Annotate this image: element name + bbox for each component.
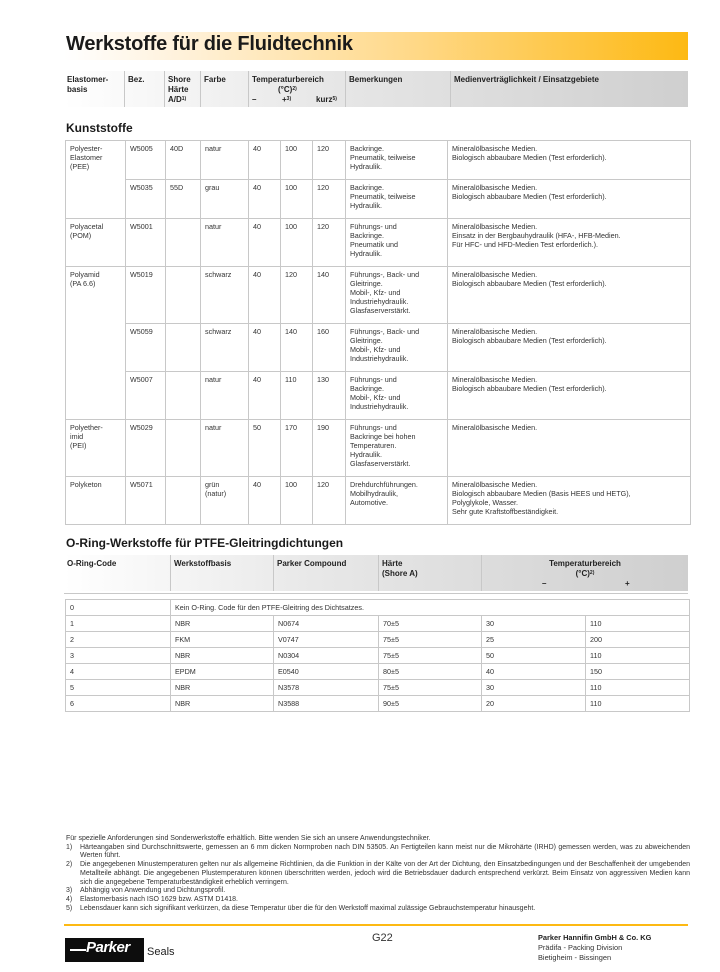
material-temp-max: 100	[281, 180, 313, 219]
oring-row	[66, 680, 690, 696]
oring-row	[66, 664, 690, 680]
oring-code: 0	[66, 600, 171, 616]
oring-min: 25	[482, 632, 586, 648]
material-basis: Polyether- imid (PEI)	[66, 420, 126, 477]
oring-header-temp-plus: +	[625, 579, 630, 588]
oring-haerte: 75±5	[379, 680, 482, 696]
oring-haerte: 70±5	[379, 616, 482, 632]
material-bez: W5029	[126, 420, 166, 477]
oring-basis: NBR	[171, 696, 274, 712]
material-temp-max: 140	[281, 324, 313, 372]
material-temp-kurz: 120	[313, 141, 346, 180]
section-title-kunststoffe: Kunststoffe	[66, 121, 133, 135]
parker-logo-dash	[70, 949, 86, 951]
oring-compound: E0540	[274, 664, 379, 680]
material-temp-kurz: 140	[313, 267, 346, 324]
logo-suffix: Seals	[147, 946, 175, 958]
material-bemerkungen: Führungs-, Back- und Gleitringe. Mobil-, Kfz- und Industriehydraulik.	[346, 324, 448, 372]
material-farbe: grün (natur)	[201, 477, 249, 525]
oring-code: 5	[66, 680, 171, 696]
material-temp-kurz: 120	[313, 180, 346, 219]
oring-haerte: 80±5	[379, 664, 482, 680]
material-temp-kurz: 120	[313, 219, 346, 267]
material-bez: W5001	[126, 219, 166, 267]
oring-code: 2	[66, 632, 171, 648]
footnote-text: Elastomerbasis nach ISO 1629 bzw. ASTM D1418.	[80, 895, 238, 903]
material-bez: W5071	[126, 477, 166, 525]
footnote-number: 3)	[66, 887, 73, 895]
material-temp-kurz: 190	[313, 420, 346, 477]
header-temp-kurz: kurz	[316, 95, 333, 104]
material-farbe: grau	[201, 180, 249, 219]
material-farbe: natur	[201, 420, 249, 477]
material-temp-min: 40	[249, 141, 281, 180]
material-shore	[166, 267, 201, 324]
oring-header-haerte: Härte (Shore A)	[378, 555, 481, 591]
material-temp-max: 100	[281, 219, 313, 267]
material-medien: Mineralölbasische Medien. Biologisch abbaubare Medien (Test erforderlich).	[448, 324, 691, 372]
material-bemerkungen: Führungs- und Backringe. Pneumatik und Hydraulik.	[346, 219, 448, 267]
footnote-text: Die angegebenen Minustemperaturen gelten nur als allgemeine Richtlinien, da die Funktion in der Kälte von der Art der Dichtung, den Einsatzbedingungen und der Beschaffenheit der umgebenden Metallteile abhängt. Die angegebenen Plustemperaturen können überschritten werden, jedoch wird die Betriebsdauer dadurch entsprechend verkürzt. Beim Einsatz von aggressiven Medien kann sich die angegebene Temperaturbeständigkeit erheblich verringern.	[80, 861, 690, 886]
material-temp-min: 50	[249, 420, 281, 477]
material-medien: Mineralölbasische Medien. Einsatz in der Bergbauhydraulik (HFA-, HFB-Medien. Für HFC- und HFD-Medien Test erforderlich.).	[448, 219, 691, 267]
oring-header-divider	[64, 593, 688, 594]
material-temp-kurz: 120	[313, 477, 346, 525]
oring-row	[66, 616, 690, 632]
oring-row	[66, 632, 690, 648]
header-temperaturbereich: Temperaturbereich $(^\circ C)^{2)}$ – +$^{3)}$ kurz$^{5)}$	[248, 71, 345, 107]
material-bez: W5059	[126, 324, 166, 372]
material-temp-max: 170	[281, 420, 313, 477]
material-temp-min: 40	[249, 372, 281, 420]
material-farbe: natur	[201, 141, 249, 180]
oring-max: 110	[586, 696, 690, 712]
material-basis: Polyester- Elastomer (PEE)	[66, 141, 126, 219]
header-farbe: Farbe	[200, 71, 248, 107]
page-title: Werkstoffe für die Fluidtechnik	[66, 33, 353, 55]
material-shore	[166, 372, 201, 420]
material-temp-kurz: 160	[313, 324, 346, 372]
material-bemerkungen: Backringe. Pneumatik, teilweise Hydraulik.	[346, 141, 448, 180]
material-medien: Mineralölbasische Medien. Biologisch abbaubare Medien (Basis HEES und HETG), Polyglykole, Wasser. Sehr gute Kraftstoffbeständigkeit.	[448, 477, 691, 525]
header-bemerkungen: Bemerkungen	[345, 71, 450, 107]
material-row	[66, 141, 691, 180]
material-temp-min: 40	[249, 267, 281, 324]
oring-code: 6	[66, 696, 171, 712]
oring-code: 1	[66, 616, 171, 632]
material-row	[66, 420, 691, 477]
material-row	[66, 219, 691, 267]
oring-basis: NBR	[171, 648, 274, 664]
oring-max: 110	[586, 680, 690, 696]
material-shore: 40D	[166, 141, 201, 180]
page-number: G22	[372, 932, 393, 944]
footnote-text: Abhängig von Anwendung und Dichtungsprofil.	[80, 887, 226, 895]
material-farbe: natur	[201, 219, 249, 267]
material-bemerkungen: Führungs-, Back- und Gleitringe. Mobil-, Kfz- und Industriehydraulik. Glasfaserverstärkt.	[346, 267, 448, 324]
footnote-number: 4)	[66, 895, 73, 903]
header-medienvertraeglichkeit: Medienverträglichkeit / Einsatzgebiete	[450, 71, 688, 107]
oring-compound: N0304	[274, 648, 379, 664]
oring-header-code: O-Ring-Code	[67, 559, 117, 568]
footnote	[66, 905, 690, 914]
footnote-intro: Für spezielle Anforderungen sind Sonderwerkstoffe erhältlich. Bitte wenden Sie sich an unsere Anwendungstechniker.	[66, 835, 431, 842]
oring-min: 50	[482, 648, 586, 664]
footnote-text: Härteangaben sind Durchschnittswerte, gemessen an 6 mm dicken Normproben nach DIN 53505. An Fertigteilen kann meist nur die Mikrohärte (IRHD) gemessen werden, was zu abweichenden Werten führt.	[80, 843, 690, 860]
material-temp-max: 100	[281, 141, 313, 180]
oring-table	[65, 599, 690, 712]
oring-haerte: 75±5	[379, 632, 482, 648]
oring-row-0	[66, 600, 690, 616]
material-basis: Polyacetal (POM)	[66, 219, 126, 267]
material-row	[66, 372, 691, 420]
oring-max: 200	[586, 632, 690, 648]
oring-compound: N0674	[274, 616, 379, 632]
material-row	[66, 324, 691, 372]
oring-compound: N3578	[274, 680, 379, 696]
oring-header-temp-minus: –	[542, 579, 547, 588]
parker-logo-text: Parker	[86, 939, 130, 956]
material-basis: Polyamid (PA 6.6)	[66, 267, 126, 420]
header-bez: Bez.	[124, 71, 164, 107]
header-elastomerbasis: Elastomer- basis	[67, 75, 109, 94]
oring-row	[66, 696, 690, 712]
footer-rule	[64, 924, 688, 926]
footnote	[66, 861, 690, 887]
material-bemerkungen: Drehdurchführungen. Mobilhydraulik, Automotive.	[346, 477, 448, 525]
material-basis: Polyketon	[66, 477, 126, 525]
oring-min: 30	[482, 680, 586, 696]
header-temp-minus: –	[252, 95, 257, 104]
material-farbe: schwarz	[201, 324, 249, 372]
footnote	[66, 887, 690, 896]
company-location: Bietigheim - Bissingen	[538, 953, 612, 962]
oring-max: 110	[586, 648, 690, 664]
material-temp-max: 110	[281, 372, 313, 420]
footnote-text: Lebensdauer kann sich signifikant verkürzen, da diese Temperatur über die für den Werkstoff maximal zulässige Gebrauchstemperatur hinausgeht.	[80, 904, 536, 912]
material-bez: W5005	[126, 141, 166, 180]
material-farbe: schwarz	[201, 267, 249, 324]
material-temp-max: 100	[281, 477, 313, 525]
oring-min: 30	[482, 616, 586, 632]
oring-max: 110	[586, 616, 690, 632]
footnote	[66, 896, 690, 905]
material-shore: 55D	[166, 180, 201, 219]
material-bemerkungen: Backringe. Pneumatik, teilweise Hydraulik.	[346, 180, 448, 219]
oring-compound: V0747	[274, 632, 379, 648]
material-temp-max: 120	[281, 267, 313, 324]
company-name: Parker Hannifin GmbH & Co. KG	[538, 933, 652, 942]
oring-haerte: 90±5	[379, 696, 482, 712]
material-shore	[166, 420, 201, 477]
oring-header-compound: Parker Compound	[273, 555, 378, 591]
oring-code: 3	[66, 648, 171, 664]
material-bemerkungen: Führungs- und Backringe bei hohen Temperaturen. Hydraulik. Glasfaserverstärkt.	[346, 420, 448, 477]
material-row	[66, 180, 691, 219]
oring-basis: FKM	[171, 632, 274, 648]
oring-basis: NBR	[171, 616, 274, 632]
material-temp-min: 40	[249, 477, 281, 525]
material-shore	[166, 477, 201, 525]
oring-row	[66, 648, 690, 664]
footnote	[66, 844, 690, 861]
footnote-number: 2)	[66, 861, 73, 869]
material-medien: Mineralölbasische Medien. Biologisch abbaubare Medien (Test erforderlich).	[448, 180, 691, 219]
oring-basis: EPDM	[171, 664, 274, 680]
oring-basis: NBR	[171, 680, 274, 696]
oring-table-header	[64, 555, 688, 591]
material-farbe: natur	[201, 372, 249, 420]
material-table-header	[64, 71, 688, 107]
material-shore	[166, 324, 201, 372]
material-row	[66, 477, 691, 525]
material-medien: Mineralölbasische Medien. Biologisch abbaubare Medien (Test erforderlich).	[448, 267, 691, 324]
kunststoffe-table	[65, 140, 691, 525]
material-medien: Mineralölbasische Medien.	[448, 420, 691, 477]
footnotes	[66, 835, 690, 913]
company-info	[538, 933, 651, 963]
oring-code: 4	[66, 664, 171, 680]
section-title-oring: O-Ring-Werkstoffe für PTFE-Gleitringdichtungen	[66, 536, 344, 550]
material-medien: Mineralölbasische Medien. Biologisch abbaubare Medien (Test erforderlich).	[448, 372, 691, 420]
oring-header-temperaturbereich: Temperaturbereich $(^\circ C)^{2)}$ – +	[481, 555, 688, 591]
material-temp-min: 40	[249, 219, 281, 267]
header-temp-plus: +	[282, 95, 287, 104]
material-temp-min: 40	[249, 180, 281, 219]
footnote-number: 5)	[66, 904, 73, 912]
material-row	[66, 267, 691, 324]
header-shore-haerte: Shore Härte $A/D^{1)}$	[164, 71, 200, 107]
material-bez: W5007	[126, 372, 166, 420]
oring-note: Kein O-Ring. Code für den PTFE-Gleitring des Dichtsatzes.	[171, 600, 690, 616]
material-bez: W5019	[126, 267, 166, 324]
oring-min: 40	[482, 664, 586, 680]
material-shore	[166, 219, 201, 267]
company-division: Prädifa - Packing Division	[538, 943, 623, 952]
oring-compound: N3588	[274, 696, 379, 712]
material-medien: Mineralölbasische Medien. Biologisch abbaubare Medien (Test erforderlich).	[448, 141, 691, 180]
footnote-number: 1)	[66, 843, 73, 851]
oring-max: 150	[586, 664, 690, 680]
oring-haerte: 75±5	[379, 648, 482, 664]
oring-min: 20	[482, 696, 586, 712]
oring-header-basis: Werkstoffbasis	[170, 555, 273, 591]
material-temp-min: 40	[249, 324, 281, 372]
material-bemerkungen: Führungs- und Backringe. Mobil-, Kfz- und Industriehydraulik.	[346, 372, 448, 420]
material-temp-kurz: 130	[313, 372, 346, 420]
material-bez: W5035	[126, 180, 166, 219]
